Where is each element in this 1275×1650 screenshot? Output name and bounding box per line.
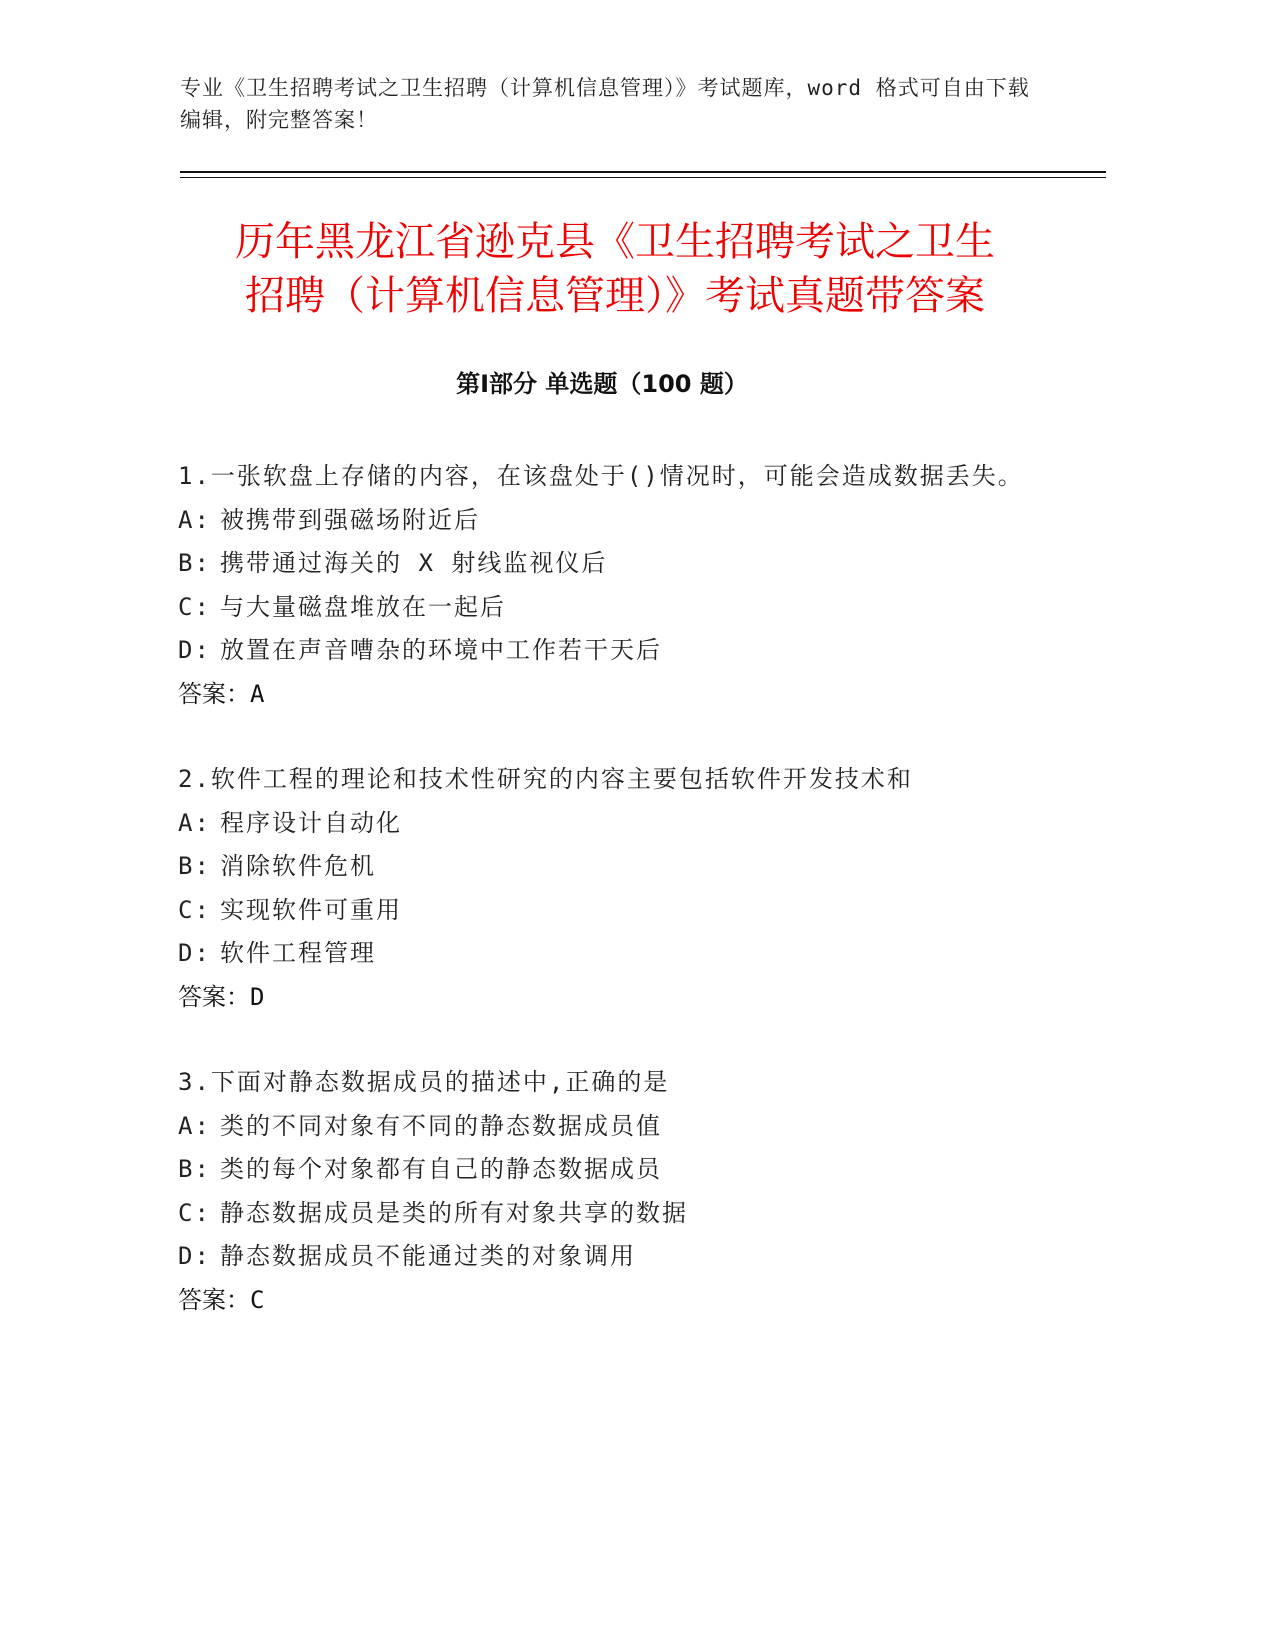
option-b	[178, 845, 1038, 889]
header-divider-thick	[180, 171, 1106, 173]
section-heading: 第Ⅰ部分 单选题（100 题）	[456, 370, 748, 398]
option-text: 静态数据成员是类的所有对象共享的数据	[220, 1198, 688, 1227]
option-text: 携带通过海关的 X 射线监视仪后	[220, 549, 608, 577]
option-c	[178, 1192, 1038, 1236]
question-stem: 2.软件工程的理论和技术性研究的内容主要包括软件开发技术和	[178, 765, 913, 793]
option-text: 与大量磁盘堆放在一起后	[220, 592, 506, 621]
option-a	[178, 802, 1038, 846]
option-text: 程序设计自动化	[220, 808, 402, 837]
option-letter: D:	[178, 939, 211, 967]
question-list	[178, 455, 1038, 1364]
option-letter: D:	[178, 1242, 211, 1270]
option-text: 类的不同对象有不同的静态数据成员值	[220, 1111, 662, 1140]
option-letter: A:	[178, 808, 211, 837]
option-text: 静态数据成员不能通过类的对象调用	[220, 1242, 636, 1270]
question-stem: 1.一张软盘上存储的内容，在该盘处于()情况时，可能会造成数据丢失。	[178, 462, 1024, 490]
option-c	[178, 586, 1038, 630]
option-letter: B:	[178, 852, 211, 880]
option-letter: A:	[178, 505, 211, 534]
option-d	[178, 932, 1038, 976]
answer-line	[178, 1279, 1038, 1323]
answer-line	[178, 673, 1038, 717]
option-letter: D:	[178, 636, 211, 664]
option-text: 软件工程管理	[220, 939, 376, 967]
option-text: 类的每个对象都有自己的静态数据成员	[220, 1155, 662, 1183]
question-item	[178, 758, 1038, 1019]
option-letter: B:	[178, 549, 211, 577]
option-text: 实现软件可重用	[220, 895, 402, 924]
document-title-line-2: 招聘（计算机信息管理）》考试真题带答案	[245, 273, 985, 319]
option-letter: C:	[178, 1198, 211, 1227]
option-letter: C:	[178, 592, 211, 621]
option-b	[178, 1148, 1038, 1192]
option-text: 消除软件危机	[220, 852, 376, 880]
answer-label: 答案：	[178, 982, 250, 1011]
question-item	[178, 455, 1038, 716]
answer-value: A	[250, 679, 265, 708]
question-stem: 3.下面对静态数据成员的描述中,正确的是	[178, 1068, 670, 1096]
document-title	[150, 215, 1080, 323]
answer-value: C	[250, 1285, 265, 1314]
question-item	[178, 1061, 1038, 1322]
option-c	[178, 889, 1038, 933]
option-letter: B:	[178, 1155, 211, 1183]
option-text: 被携带到强磁场附近后	[220, 505, 480, 534]
answer-value: D	[250, 982, 265, 1011]
option-d	[178, 629, 1038, 673]
header-note: 专业《卫生招聘考试之卫生招聘（计算机信息管理）》考试题库，word 格式可自由下载编辑，附完整答案！	[180, 76, 1030, 132]
answer-label: 答案：	[178, 1285, 250, 1314]
document-title-line-1: 历年黑龙江省逊克县《卫生招聘考试之卫生	[235, 219, 995, 265]
answer-label: 答案：	[178, 679, 250, 708]
option-a	[178, 499, 1038, 543]
option-letter: A:	[178, 1111, 211, 1140]
header-divider-thin	[180, 177, 1106, 178]
option-a	[178, 1105, 1038, 1149]
option-letter: C:	[178, 895, 211, 924]
option-b	[178, 542, 1038, 586]
answer-line	[178, 976, 1038, 1020]
option-d	[178, 1235, 1038, 1279]
option-text: 放置在声音嘈杂的环境中工作若干天后	[220, 636, 662, 664]
